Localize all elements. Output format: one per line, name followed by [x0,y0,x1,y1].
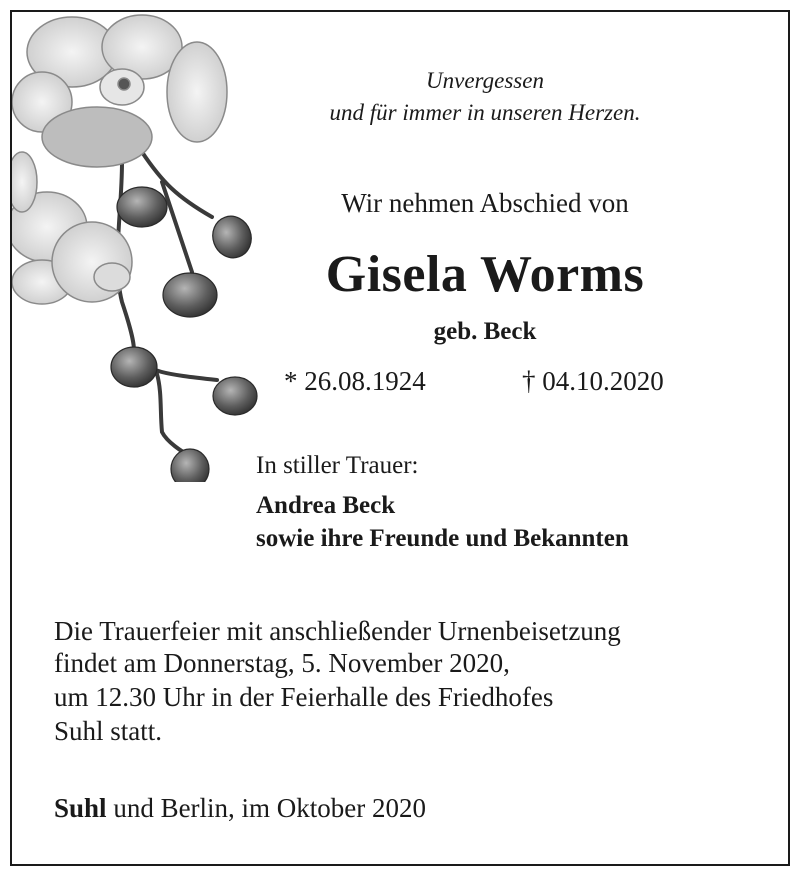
deceased-name: Gisela Worms [325,246,645,303]
death-date: † 04.10.2020 [522,366,664,396]
ceremony-line-3: um 12.30 Uhr in der Feierhalle des Friedhofes [54,682,554,712]
birth-name: geb. Beck [433,318,537,345]
ceremony-line-2: findet am Donnerstag, 5. November 2020, [54,648,510,678]
closing-place: Suhl [54,793,107,823]
ceremony-line-1: Die Trauerfeier mit anschließender Urnenbeisetzung [54,616,621,646]
orchid-illustration [12,12,262,482]
farewell-intro: Wir nehmen Abschied von [341,188,629,218]
ceremony-line-4: Suhl statt. [54,716,163,746]
mourner-name: Andrea Beck [256,492,396,519]
mourner-others: sowie ihre Freunde und Bekannten [256,525,629,552]
closing-line [54,793,426,823]
closing-rest: und Berlin, im Oktober 2020 [106,793,427,823]
motto-line-2: und für immer in unseren Herzen. [329,100,641,125]
motto-line-1: Unvergessen [426,68,544,93]
mourning-label: In stiller Trauer: [256,452,419,479]
birth-date: * 26.08.1924 [284,366,426,396]
